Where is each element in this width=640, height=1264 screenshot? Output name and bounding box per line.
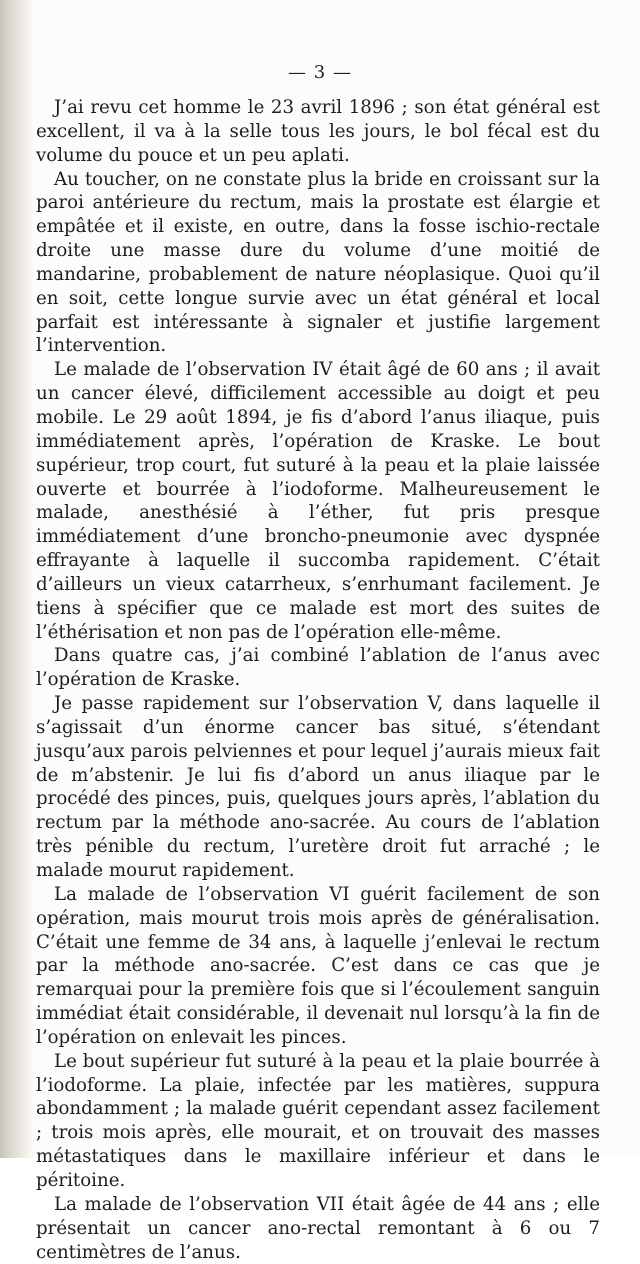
paragraph: Le malade de l’observation IV était âgé de 60 ans ; il avait un cancer élevé, difficilement accessible au doigt et peu mobile. Le 29 août 1894, je fis d’abord l’anus iliaque, puis immédiatement après, l’opération de Kraske. Le bout supérieur, trop court, fut suturé à la peau et la plaie laissée ouverte et bourrée à l’iodoforme. Malheureusement le malade, anesthésié à l’éther, fut pris presque immédiatement d’une broncho-pneumonie avec dyspnée effrayante à laquelle il succomba rapidement. C’était d’ailleurs un vieux catarrheux, s’enrhumant facilement. Je tiens à spécifier que ce malade est mort des suites de l’éthérisation et non pas de l’opération elle-même. (36, 359, 600, 643)
paragraph: Le bout supérieur fut suturé à la peau et la plaie bourrée à l’iodoforme. La plaie, infectée par les matières, suppura abondamment ; la malade guérit cependant assez facilement ; trois mois après, elle mourait, et on trouvait des masses métastatiques dans le maxillaire inférieur et dans le péritoine. (36, 1050, 600, 1191)
paragraph: Dans quatre cas, j’ai combiné l’ablation de l’anus avec l’opération de Kraske. (36, 645, 600, 691)
body-text (36, 96, 600, 1264)
page-number: — 3 — (288, 62, 352, 83)
paragraph: Je passe rapidement sur l’observation V, dans laquelle il s’agissait d’un énorme cancer bas situé, s’étendant jusqu’aux parois pelviennes et pour lequel j’aurais mieux fait de m’abstenir. Je lui fis d’abord un anus iliaque par le procédé des pinces, puis, quelques jours après, l’ablation du rectum par la méthode ano-sacrée. Au cours de l’ablation très pénible du rectum, l’uretère droit fut arraché ; le malade mourut rapidement. (36, 693, 600, 881)
paragraph: J’ai revu cet homme le 23 avril 1896 ; son état général est excellent, il va à la selle tous les jours, le bol fécal est du volume du pouce et un peu aplati. (36, 97, 600, 166)
paragraph: La malade de l’observation VI guérit facilement de son opération, mais mourut trois mois après de généralisation. C’était une femme de 34 ans, à laquelle j’enlevai le rectum par la méthode ano-sacrée. C’est dans ce cas que je remarquai pour la première fois que si l’écoulement sanguin immédiat était considérable, il devenait nul lorsqu’à la fin de l’opération on enlevait les pinces. (36, 883, 600, 1048)
paragraph: Au toucher, on ne constate plus la bride en croissant sur la paroi antérieure du rectum, mais la prostate est élargie et empâtée et il existe, en outre, dans la fosse ischio-rectale droite une masse dure du volume d’une moitié de mandarine, probablement de nature néoplasique. Quoi qu’il en soit, cette longue survie avec un état général et local parfait est intéressante à signaler et justifie largement l’intervention. (36, 168, 600, 357)
page-edge-shadow (0, 0, 34, 1158)
paragraph: La malade de l’observation VII était âgée de 44 ans ; elle présentait un cancer ano-rectal remontant à 6 ou 7 centimètres de l’anus. (36, 1193, 600, 1263)
